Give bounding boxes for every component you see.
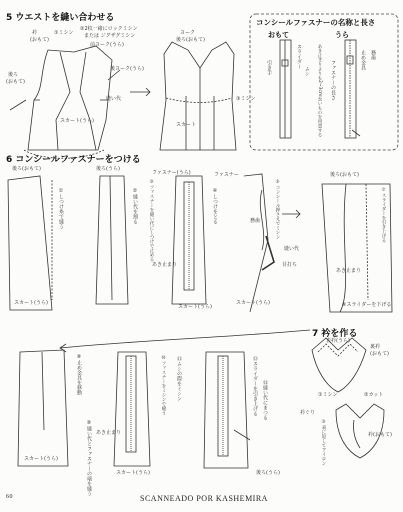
s6-label: ⑪ムシの際をミシン bbox=[176, 356, 182, 401]
page-number: 60 bbox=[6, 494, 13, 500]
s5-step2-drawing bbox=[160, 42, 236, 150]
s6-label: スカート(うら) bbox=[24, 456, 58, 462]
s7-label: 裏衿 bbox=[370, 344, 381, 350]
s6-label: ⑦スライダーを引き上げる bbox=[381, 188, 386, 243]
zipper-label: 止め金具 bbox=[360, 50, 366, 70]
s6-label: ファスナー(うら) bbox=[152, 170, 191, 176]
s6-label: ファスナー bbox=[214, 172, 239, 178]
s6-label: 後ろ(うら) bbox=[96, 166, 120, 172]
s6-label: あき止まり bbox=[152, 262, 178, 268]
s5-label: 後ろ bbox=[8, 72, 19, 78]
s7-label: 衿ぐり bbox=[300, 410, 316, 416]
s6-label: スカート(うら) bbox=[178, 304, 212, 310]
s6-label: ⑬縫い代にまつる bbox=[262, 380, 268, 420]
s6-label: スカート(うら) bbox=[116, 470, 150, 476]
s6-label: ①しつけ糸で縫う bbox=[58, 188, 64, 229]
s7-label: 衿(おもて) bbox=[368, 432, 392, 438]
s6-label: ③ファスナーを縫い代にしつけで止める bbox=[149, 180, 154, 262]
zipper-back-label: うら bbox=[335, 31, 349, 39]
zipper-label: 引き手 bbox=[266, 60, 272, 75]
s5-label: (おもて) bbox=[6, 79, 25, 85]
zipper-label: スライダー bbox=[296, 44, 302, 69]
s5-label: 後ろ(おもて) bbox=[176, 37, 205, 43]
zipper-note: あき止まりよりも2~3cm長いものを用意する bbox=[317, 44, 322, 137]
s6-label: 縫い代 bbox=[284, 246, 300, 252]
s6-label: あき止まり bbox=[336, 268, 362, 274]
s5-label: 前ヨーク(うら) bbox=[90, 42, 124, 48]
section-7-title: 7 衿を作る bbox=[312, 329, 358, 339]
s5-label: ①ミシン bbox=[54, 30, 74, 36]
s6-row1-drawings bbox=[8, 174, 392, 312]
s7-label: 表衿(うら) bbox=[326, 338, 350, 344]
scan-credit: SCANNEADO POR KASHEMIRA bbox=[140, 494, 268, 503]
s5-label: ヨーク bbox=[180, 30, 196, 36]
s6-label: ⑩ファスナーをミシンで縫う bbox=[161, 356, 166, 415]
s5-label: 縫い代 bbox=[106, 96, 122, 102]
s5-label: または ジグザグミシン bbox=[84, 33, 136, 39]
s7-label: ①ミシン bbox=[318, 392, 338, 398]
zipper-front-label: おもて bbox=[268, 31, 289, 39]
s5-step1-drawing bbox=[10, 46, 120, 158]
s5-label: (おもて) bbox=[30, 37, 49, 43]
s6-label: あき止まり bbox=[96, 430, 122, 436]
s6-label: ⑥スライダーを下げる bbox=[342, 302, 392, 308]
zipper-label: 務歯 bbox=[370, 50, 376, 60]
s5-arrow bbox=[130, 88, 150, 96]
s5-label: スカート(うら) bbox=[60, 118, 94, 124]
s6-label: スカート(うら) bbox=[236, 300, 270, 306]
s5-label: 衿 bbox=[32, 30, 38, 36]
s7-label: ③表に返してアイロン bbox=[321, 420, 326, 466]
s6-label: 目打ち bbox=[282, 262, 298, 268]
s5-label: ②2枚一緒にロックミシン bbox=[80, 26, 138, 32]
s6-label: ⑤コンシール押さえでミシン bbox=[275, 180, 280, 239]
s5-label: スカート bbox=[176, 122, 197, 128]
section-6-title: 6 コンシールファスナーをつける bbox=[6, 155, 141, 165]
zipper-length: ファスナーの長さ bbox=[330, 60, 336, 100]
s6-label: ⑧止め金具を移動 bbox=[76, 354, 82, 395]
s6-label: ④しつけをとる bbox=[212, 188, 218, 224]
s7-label: ②カット bbox=[364, 392, 384, 398]
s6-label: ⑫スライダーを引き上げる bbox=[252, 356, 258, 416]
s6-label: 務歯 bbox=[250, 218, 261, 224]
zipper-label: ムシ bbox=[304, 66, 310, 76]
info-box-title: コンシールファスナーの名称と長さ bbox=[256, 18, 376, 27]
section-5-title: 5 ウエストを縫い合わせる bbox=[6, 13, 115, 23]
s6-label: 後ろ(おもて) bbox=[12, 166, 41, 172]
s6-label: 後ろ(うら) bbox=[256, 470, 280, 476]
s5-label: ③ミシン bbox=[236, 96, 256, 102]
s6-label: 後ろ(おもて) bbox=[330, 172, 359, 178]
s5-label: 後ヨーク(うら) bbox=[110, 66, 144, 72]
s6-label: ⑨縫い代とファスナーの端を縫う bbox=[86, 420, 92, 496]
s7-label: (おもて) bbox=[370, 351, 389, 357]
s6-return-arrow bbox=[60, 330, 310, 352]
s6-label: ②縫い代を割る bbox=[132, 188, 138, 224]
s6-label: スカート(うら) bbox=[14, 300, 48, 306]
